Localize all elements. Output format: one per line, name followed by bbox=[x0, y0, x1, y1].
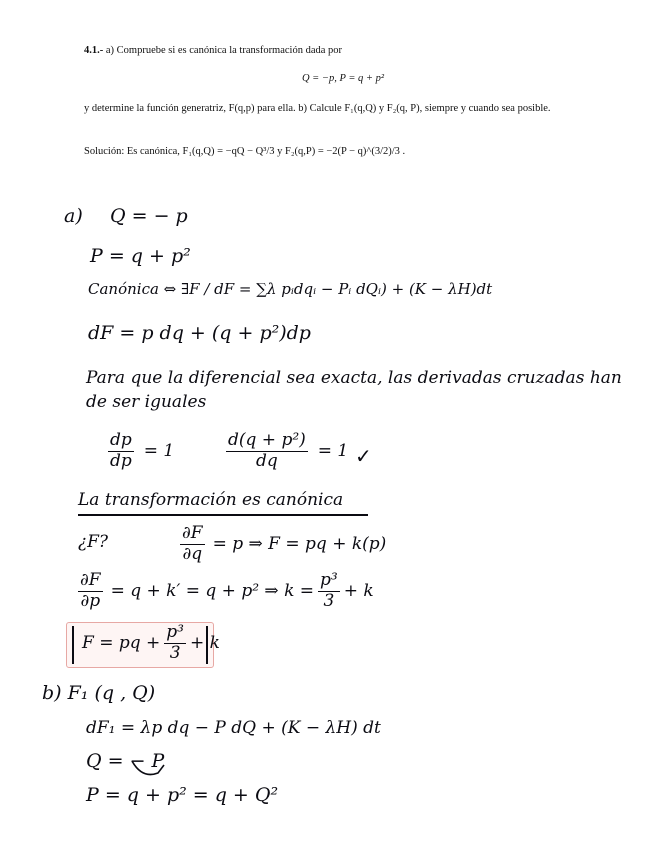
partial-f-dq-fraction bbox=[180, 525, 205, 564]
fraction-numerator: p³ bbox=[166, 622, 184, 642]
part-b-eq-p: P = q + p² = q + Q² bbox=[86, 784, 279, 806]
result-fraction bbox=[164, 624, 186, 663]
fraction-numerator: p³ bbox=[320, 570, 338, 590]
df1-expression: dF₁ = λp dq − P dQ + (K − λH) dt bbox=[86, 718, 381, 738]
partial-f-dp-middle: = q + k′ = q + p² ⇒ k = bbox=[110, 581, 315, 602]
arrow-icon bbox=[128, 755, 168, 785]
derivative-check-2-rhs: = 1 bbox=[317, 441, 349, 462]
df-expression: dF = p dq + (q + p²)dp bbox=[88, 322, 311, 344]
part-a-label: a) bbox=[64, 205, 83, 227]
partial-f-dp-fraction bbox=[78, 572, 103, 611]
derivative-check-1-rhs: = 1 bbox=[143, 441, 175, 462]
fraction-denominator: dq bbox=[256, 450, 278, 471]
derivative-check-2-fraction bbox=[226, 432, 308, 471]
find-f-question: ¿F? bbox=[78, 532, 109, 552]
k-fraction bbox=[318, 572, 340, 611]
part-b-eq-q: Q = − P bbox=[86, 750, 165, 772]
result-lhs: F = pq + bbox=[82, 633, 161, 654]
problem-part-a: a) Compruebe si es canónica la transformación dada por bbox=[105, 45, 343, 56]
partial-f-dq-rhs: = p ⇒ F = pq + k(p) bbox=[212, 534, 387, 555]
checkmark-icon: ✓ bbox=[355, 444, 372, 468]
problem-solution: Solución: Es canónica, F₁(q,Q) = −qQ − Q³/3 y F₂(q,P) = −2(P − q)^(3/2)/3 . bbox=[84, 146, 406, 157]
result-tail: + k bbox=[189, 633, 220, 654]
generating-function-result bbox=[82, 624, 220, 663]
problem-number: 4.1.- bbox=[84, 45, 104, 56]
fraction-numerator: ∂F bbox=[80, 570, 101, 590]
fraction-denominator: 3 bbox=[323, 590, 335, 611]
derivative-check-1-fraction bbox=[108, 432, 134, 471]
fraction-denominator: ∂q bbox=[182, 543, 203, 564]
canonical-conclusion: La transformación es canónica bbox=[78, 490, 344, 510]
transformation-equation bbox=[0, 72, 646, 85]
problem-body: y determine la función generatriz, F(q,p) para ella. b) Calcule F₁(q,Q) y F₂(q, P), siempre y cuando sea posible. bbox=[84, 103, 551, 114]
fraction-numerator: dp bbox=[110, 430, 132, 450]
partial-f-dp bbox=[74, 572, 374, 611]
derivative-check-2 bbox=[222, 432, 348, 471]
conclusion-underline bbox=[78, 514, 368, 516]
transformation-equation-text: Q = −p, P = q + p² bbox=[301, 73, 385, 84]
part-b-label: b) F₁ (q , Q) bbox=[42, 682, 156, 704]
canonical-condition: Canónica ⇔ ∃F / dF = ∑λ pᵢdqᵢ − Pᵢ dQᵢ) + (K − λH)dt bbox=[88, 280, 493, 298]
exactness-line-1: Para que la diferencial sea exacta, las derivadas cruzadas han bbox=[86, 368, 622, 388]
exactness-line-2: de ser iguales bbox=[86, 392, 207, 412]
problem-title bbox=[84, 44, 342, 57]
fraction-denominator: dp bbox=[110, 450, 132, 471]
result-left-bar bbox=[72, 626, 74, 664]
fraction-denominator: 3 bbox=[169, 642, 181, 663]
fraction-denominator: ∂p bbox=[80, 590, 101, 611]
fraction-numerator: d(q + p²) bbox=[228, 430, 306, 450]
fraction-numerator: ∂F bbox=[182, 523, 203, 543]
k-constant-tail: + k bbox=[343, 581, 374, 602]
part-a-eq-p: P = q + p² bbox=[90, 245, 191, 267]
derivative-check-1 bbox=[104, 432, 174, 471]
part-a-eq-q: Q = − p bbox=[110, 205, 188, 227]
partial-f-dq bbox=[176, 525, 386, 564]
